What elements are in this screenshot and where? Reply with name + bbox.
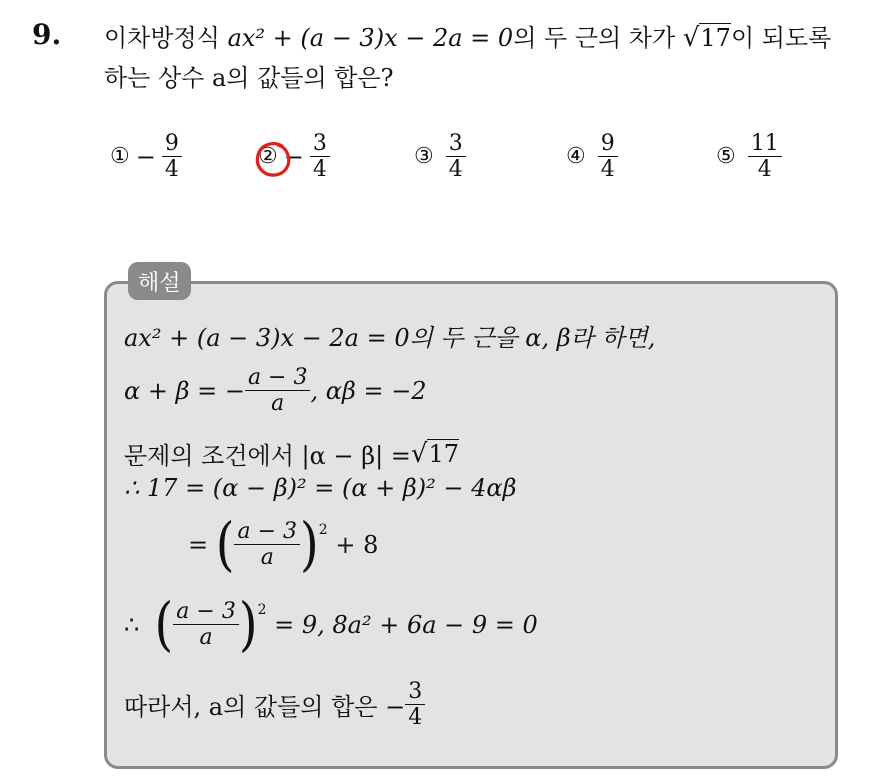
solution-line-5: = ( $\frac{a - 3}{a}$ ) 2 + 8 (188, 510, 379, 579)
choice-marker: ① (110, 144, 130, 170)
choice-fraction: $\frac{9}{4}$ (598, 132, 618, 181)
choice-2[interactable] (258, 132, 330, 181)
choice-sign: − (135, 142, 156, 171)
question-line-2: 하는 상수 a의 값들의 합은? (104, 64, 394, 92)
question-number: 9. (32, 18, 62, 51)
choice-4[interactable] (566, 132, 618, 181)
solution-tag: 해설 (128, 262, 191, 300)
choice-marker: ③ (414, 144, 434, 170)
choice-5[interactable] (716, 132, 782, 181)
solution-fraction: $\frac{a - 3}{a}$ (234, 520, 300, 569)
choice-fraction: $\frac{3}{4}$ (446, 132, 466, 181)
solution-line-1: ax² + (a − 3)x − 2a = 0의 두 근을 α, β라 하면, (124, 324, 656, 352)
choice-marker: ② (258, 144, 278, 170)
sqrt-value: 17 (700, 24, 731, 52)
choice-sign: − (283, 142, 304, 171)
solution-line-2: α + β = − $\frac{a - 3}{a}$ , αβ = −2 (124, 365, 427, 417)
choice-marker: ④ (566, 144, 586, 170)
choice-fraction: $\frac{3}{4}$ (310, 132, 330, 181)
choice-fraction: $\frac{9}{4}$ (162, 132, 182, 181)
solution-fraction: $\frac{a - 3}{a}$ (245, 366, 311, 415)
solution-line-6: ∴ ( $\frac{a - 3}{a}$ ) 2 = 9, 8a² + 6a − 9 = 0 (124, 590, 538, 659)
question-prefix: 이차방정식 (104, 24, 220, 52)
solution-line-7: 따라서, a의 값들의 합은 − $\frac{3}{4}$ (124, 680, 425, 729)
choice-fraction: $\frac{11}{4}$ (748, 132, 782, 181)
question-equation: ax² + (a − 3)x − 2a = 0 (227, 24, 514, 52)
sqrt-sign: √ (682, 23, 700, 53)
choice-marker: ⑤ (716, 144, 736, 170)
question-line-1 (104, 18, 831, 53)
choice-3[interactable] (414, 132, 466, 181)
solution-line-4: ∴ 17 = (α − β)² = (α + β)² − 4αβ (124, 474, 517, 502)
choice-1[interactable] (110, 132, 182, 181)
question-suffix: 이 되도록 (730, 24, 832, 52)
solution-answer-fraction: $\frac{3}{4}$ (405, 680, 425, 729)
solution-line-3: 문제의 조건에서 |α − β| = √ 17 (124, 438, 460, 470)
solution-fraction: $\frac{a - 3}{a}$ (173, 600, 239, 649)
question-mid: 의 두 근의 차가 (513, 24, 676, 52)
